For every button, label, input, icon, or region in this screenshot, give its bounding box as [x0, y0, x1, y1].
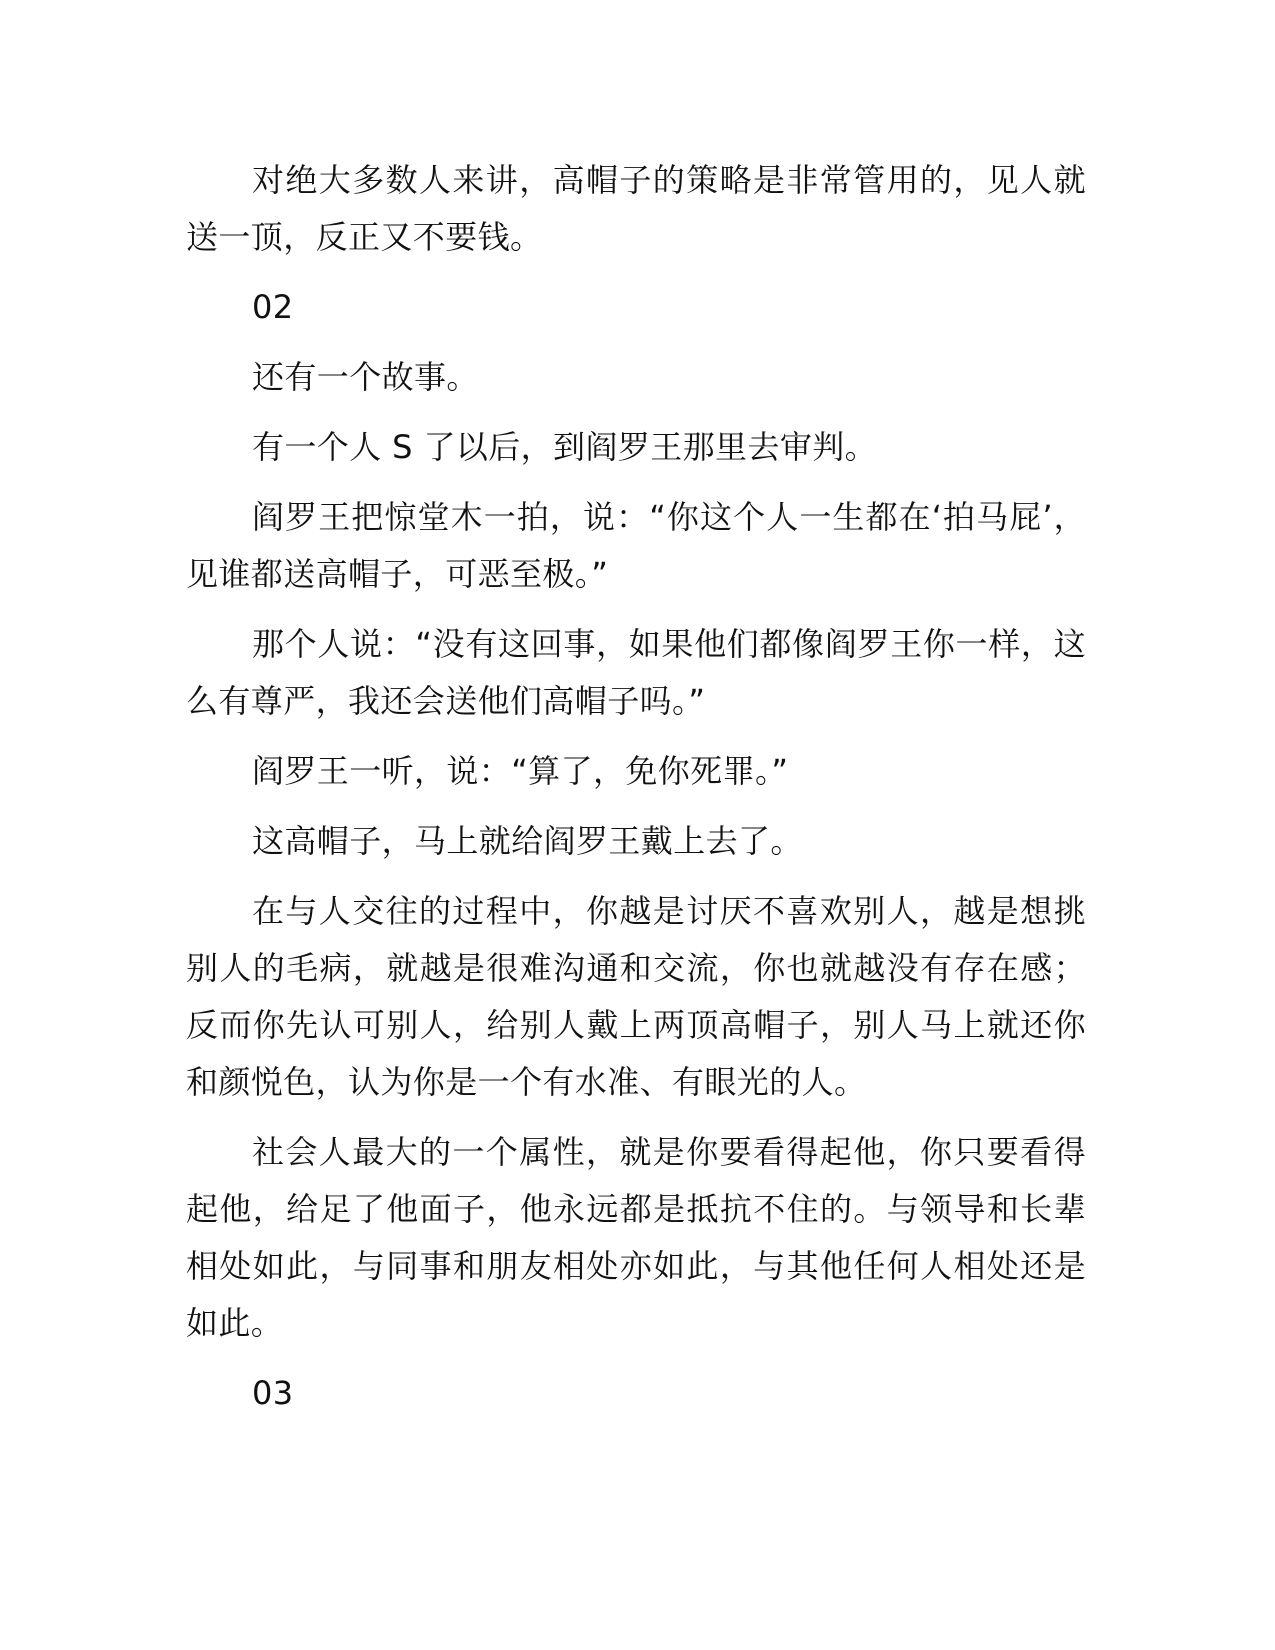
paragraph-hat-strategy: 对绝大多数人来讲，高帽子的策略是非常管用的，见人就送一顶，反正又不要钱。 [186, 161, 1086, 256]
document-body [186, 152, 1086, 1435]
paragraph-judgment: 有一个人 S 了以后，到阎罗王那里去审判。 [252, 428, 878, 466]
paragraph-social-attribute: 社会人最大的一个属性，就是你要看得起他，你只要看得起他，给足了他面子，他永远都是抵抗不住的。与领导和长辈相处如此，与同事和朋友相处亦如此，与其他任何人相处还是如此。 [186, 1133, 1086, 1342]
paragraph-man-replies: 那个人说：“没有这回事，如果他们都像阎罗王你一样，这么有尊严，我还会送他们高帽子吗。” [186, 625, 1086, 720]
section-number-02: 02 [252, 288, 294, 326]
section-number-03: 03 [252, 1374, 294, 1412]
paragraph-another-story: 还有一个故事。 [252, 358, 479, 396]
paragraph-interaction: 在与人交往的过程中，你越是讨厌不喜欢别人，越是想挑别人的毛病，就越是很难沟通和交流，你也就越没有存在感；反而你先认可别人，给别人戴上两顶高帽子，别人马上就还你和颜悦色，认为你是一个有水准、有眼光的人。 [186, 892, 1086, 1101]
paragraph-hat-given: 这高帽子，马上就给阎罗王戴上去了。 [252, 822, 803, 860]
paragraph-king-pardons: 阎罗王一听，说：“算了，免你死罪。” [252, 752, 789, 790]
paragraph-king-accuses: 阎罗王把惊堂木一拍，说：“你这个人一生都在‘拍马屁’，见谁都送高帽子，可恶至极。” [186, 498, 1086, 593]
